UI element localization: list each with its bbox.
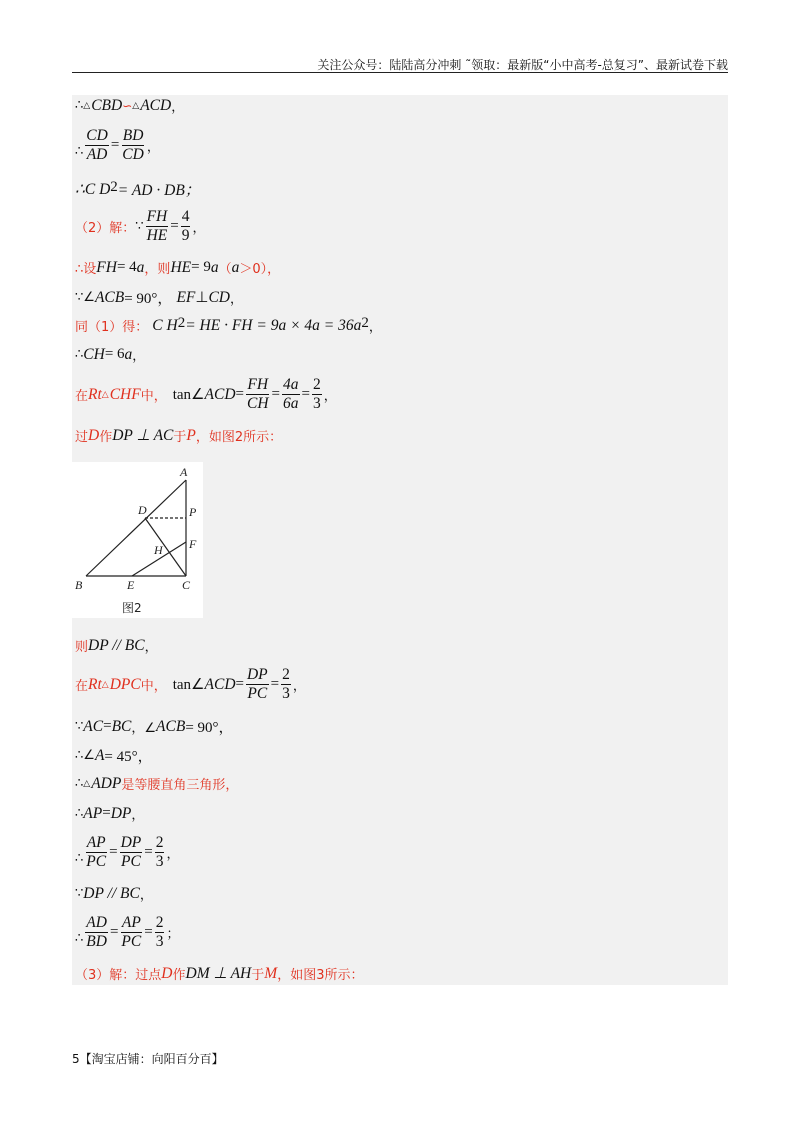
line-3: ∴C D $^2$ = AD · DB； — [75, 178, 201, 199]
label-h: H — [154, 543, 163, 557]
fraction: $\frac{FH}{CH}$ — [246, 376, 269, 412]
figure-svg — [72, 462, 203, 618]
fraction: $\frac{AP}{PC}$ — [121, 914, 142, 950]
geometry-figure-2 — [72, 462, 203, 618]
fraction: $\frac{2}{3}$ — [155, 834, 164, 870]
fraction: $\frac{FH}{HE}$ — [146, 208, 168, 244]
segment-dc — [145, 518, 186, 576]
line-16: ∴ AP = DP ， — [75, 804, 145, 823]
line-19: ∴ $\frac{AD}{BD}$ = $\frac{AP}{PC}$ = $\frac{2}{3}$ ； — [75, 914, 180, 950]
label-a: A — [180, 465, 188, 479]
fraction: $\frac{DP}{PC}$ — [246, 666, 268, 702]
line-7: 同（1）得： C H $^2$ = HE · FH = 9a × 4a = 36a $^2$ ， — [75, 315, 382, 335]
line-2: ∴ $\frac{CD}{AD}$ = $\frac{BD}{CD}$ ， — [75, 127, 160, 163]
fraction: $\frac{2}{3}$ — [155, 914, 164, 950]
fraction: $\frac{DP}{PC}$ — [120, 834, 142, 870]
label-c: C — [182, 578, 191, 592]
line-11: 则 DP // BC ， — [75, 636, 158, 655]
line-12: 在 Rt △ DPC 中， tan∠ ACD = $\frac{DP}{PC}$ = $\frac{2}{3}$ ， — [75, 666, 306, 702]
shop-name: 【淘宝店铺：向阳百分百】 — [79, 1052, 224, 1066]
line-4: （2）解： ∵ $\frac{FH}{HE}$ = $\frac{4}{9}$ ， — [75, 208, 206, 244]
label-f: F — [189, 537, 197, 551]
line-10: 过 D 作 DP ⊥ AC 于 P ，如图2所示： — [75, 426, 283, 445]
segment-ab — [86, 480, 186, 576]
fraction: $\frac{BD}{CD}$ — [122, 127, 144, 163]
fraction: $\frac{CD}{AD}$ — [86, 127, 108, 163]
fraction: $\frac{2}{3}$ — [312, 376, 321, 412]
line-13: ∵ AC = BC ，∠ ACB = 90°， — [75, 717, 234, 736]
line-18: ∵ DP // BC ， — [75, 884, 153, 903]
fraction: $\frac{AP}{PC}$ — [86, 834, 107, 870]
line-17: ∴ $\frac{AP}{PC}$ = $\frac{DP}{PC}$ = $\frac{2}{3}$ ， — [75, 834, 180, 870]
line-14: ∴∠ A = 45°， — [75, 746, 153, 765]
label-p: P — [189, 505, 197, 519]
line-9: 在 Rt △ CHF 中， tan∠ ACD = $\frac{FH}{CH}$ = $\frac{4a}{6a}$ = $\frac{2}{3}$ ， — [75, 376, 337, 412]
label-e: E — [127, 578, 135, 592]
fraction: $\frac{2}{3}$ — [282, 666, 290, 702]
fraction: $\frac{AD}{BD}$ — [86, 914, 107, 950]
page-number: 5 — [72, 1052, 80, 1066]
line-1: ∴ △ CBD ∽ △ ACD ， — [75, 96, 185, 115]
label-d: D — [138, 503, 147, 517]
fraction: $\frac{4}{9}$ — [181, 208, 190, 244]
line-5: ∴设 FH = 4 a ，则 HE = 9 a （ a ＞0）， — [75, 258, 281, 277]
line-15: ∴ △ ADP 是等腰直角三角形， — [75, 774, 239, 793]
header-rule — [72, 72, 728, 73]
page-footer — [72, 1050, 224, 1067]
line-8: ∴ CH = 6 a ， — [75, 345, 146, 364]
fraction: $\frac{4a}{6a}$ — [283, 376, 299, 412]
page-header: 关注公众号：陆陆高分冲刺 ˜领取：最新版“小中高考-总复习”、最新试卷下载 — [317, 58, 728, 72]
line-20: （3）解：过点 D 作 DM ⊥ AH 于 M ，如图3所示： — [75, 964, 364, 983]
figure-caption: 图2 — [122, 601, 142, 615]
label-b: B — [75, 578, 83, 592]
line-6: ∵∠ ACB = 90°， EF ⊥ CD ， — [75, 288, 244, 307]
